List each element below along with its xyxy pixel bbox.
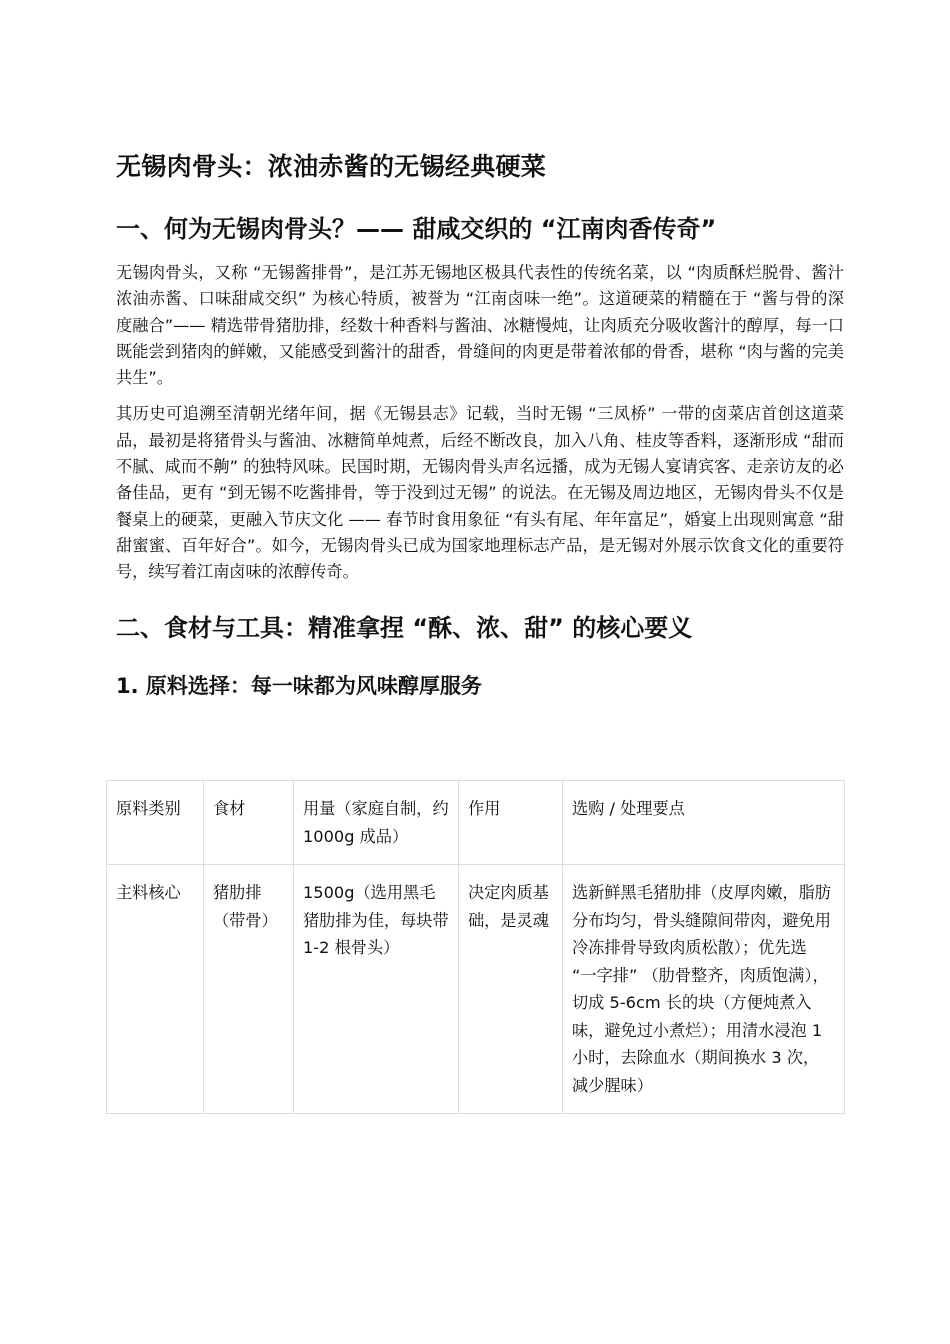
section2-subheading: 1. 原料选择：每一味都为风味醇厚服务 (116, 673, 482, 698)
table-cell-tips: 选新鲜黑毛猪肋排（皮厚肉嫩，脂肪分布均匀，骨头缝隙间带肉，避免用冷冻排骨导致肉质松散）；优先选 “一字排” （肋骨整齐，肉质饱满），切成 5-6cm 长的块（方便炖煮入味，避免过小煮烂）；用清水浸泡 1 小时，去除血水（期间换水 3 次，减少腥味） (563, 865, 845, 1114)
table-header-cell: 食材 (204, 781, 294, 865)
table-header-cell: 用量（家庭自制，约 1000g 成品） (294, 781, 459, 865)
table-cell-category: 主料核心 (107, 865, 204, 1114)
table-header-cell: 作用 (459, 781, 563, 865)
table-header-cell: 选购 / 处理要点 (563, 781, 845, 865)
section1-paragraph-2: 其历史可追溯至清朝光绪年间，据《无锡县志》记载，当时无锡 “三凤桥” 一带的卤菜店首创这道菜品，最初是将猪骨头与酱油、冰糖简单炖煮，后经不断改良，加入八角、桂皮等香料，逐渐形成 “甜而不腻、咸而不齁” 的独特风味。民国时期，无锡肉骨头声名远播，成为无锡人宴请宾客、走亲访友的必备佳品，更有 “到无锡不吃酱排骨，等于没到过无锡” 的说法。在无锡及周边地区，无锡肉骨头不仅是餐桌上的硬菜，更融入节庆文化 —— 春节时食用象征 “有头有尾、年年富足”，婚宴上出现则寓意 “甜甜蜜蜜、百年好合”。如今，无锡肉骨头已成为国家地理标志产品，是无锡对外展示饮食文化的重要符号，续写着江南卤味的浓醇传奇。 (116, 404, 844, 582)
document-body (116, 150, 844, 701)
table-row (107, 865, 845, 1114)
table-cell-ingredient: 猪肋排（带骨） (204, 865, 294, 1114)
section1-paragraph-1: 无锡肉骨头，又称 “无锡酱排骨”，是江苏无锡地区极具代表性的传统名菜，以 “肉质酥烂脱骨、酱汁浓油赤酱、口味甜咸交织” 为核心特质，被誉为 “江南卤味一绝”。这道硬菜的精髓在于 “酱与骨的深度融合”—— 精选带骨猪肋排，经数十种香料与酱油、冰糖慢炖，让肉质充分吸收酱汁的醇厚，每一口既能尝到猪肉的鲜嫩，又能感受到酱汁的甜香，骨缝间的肉更是带着浓郁的骨香，堪称 “肉与酱的完美共生”。 (116, 263, 844, 388)
ingredients-table (106, 780, 845, 1114)
table-cell-role: 决定肉质基础，是灵魂 (459, 865, 563, 1114)
table-cell-amount: 1500g（选用黑毛猪肋排为佳，每块带 1-2 根骨头） (294, 865, 459, 1114)
section1-heading: 一、何为无锡肉骨头？—— 甜咸交织的 “江南肉香传奇” (116, 215, 717, 243)
table-header-row (107, 781, 845, 865)
section2-heading: 二、食材与工具：精准拿捏 “酥、浓、甜” 的核心要义 (116, 613, 693, 642)
table-header-cell: 原料类别 (107, 781, 204, 865)
page-title: 无锡肉骨头：浓油赤酱的无锡经典硬菜 (116, 152, 547, 181)
ingredients-table-container (106, 780, 844, 1114)
